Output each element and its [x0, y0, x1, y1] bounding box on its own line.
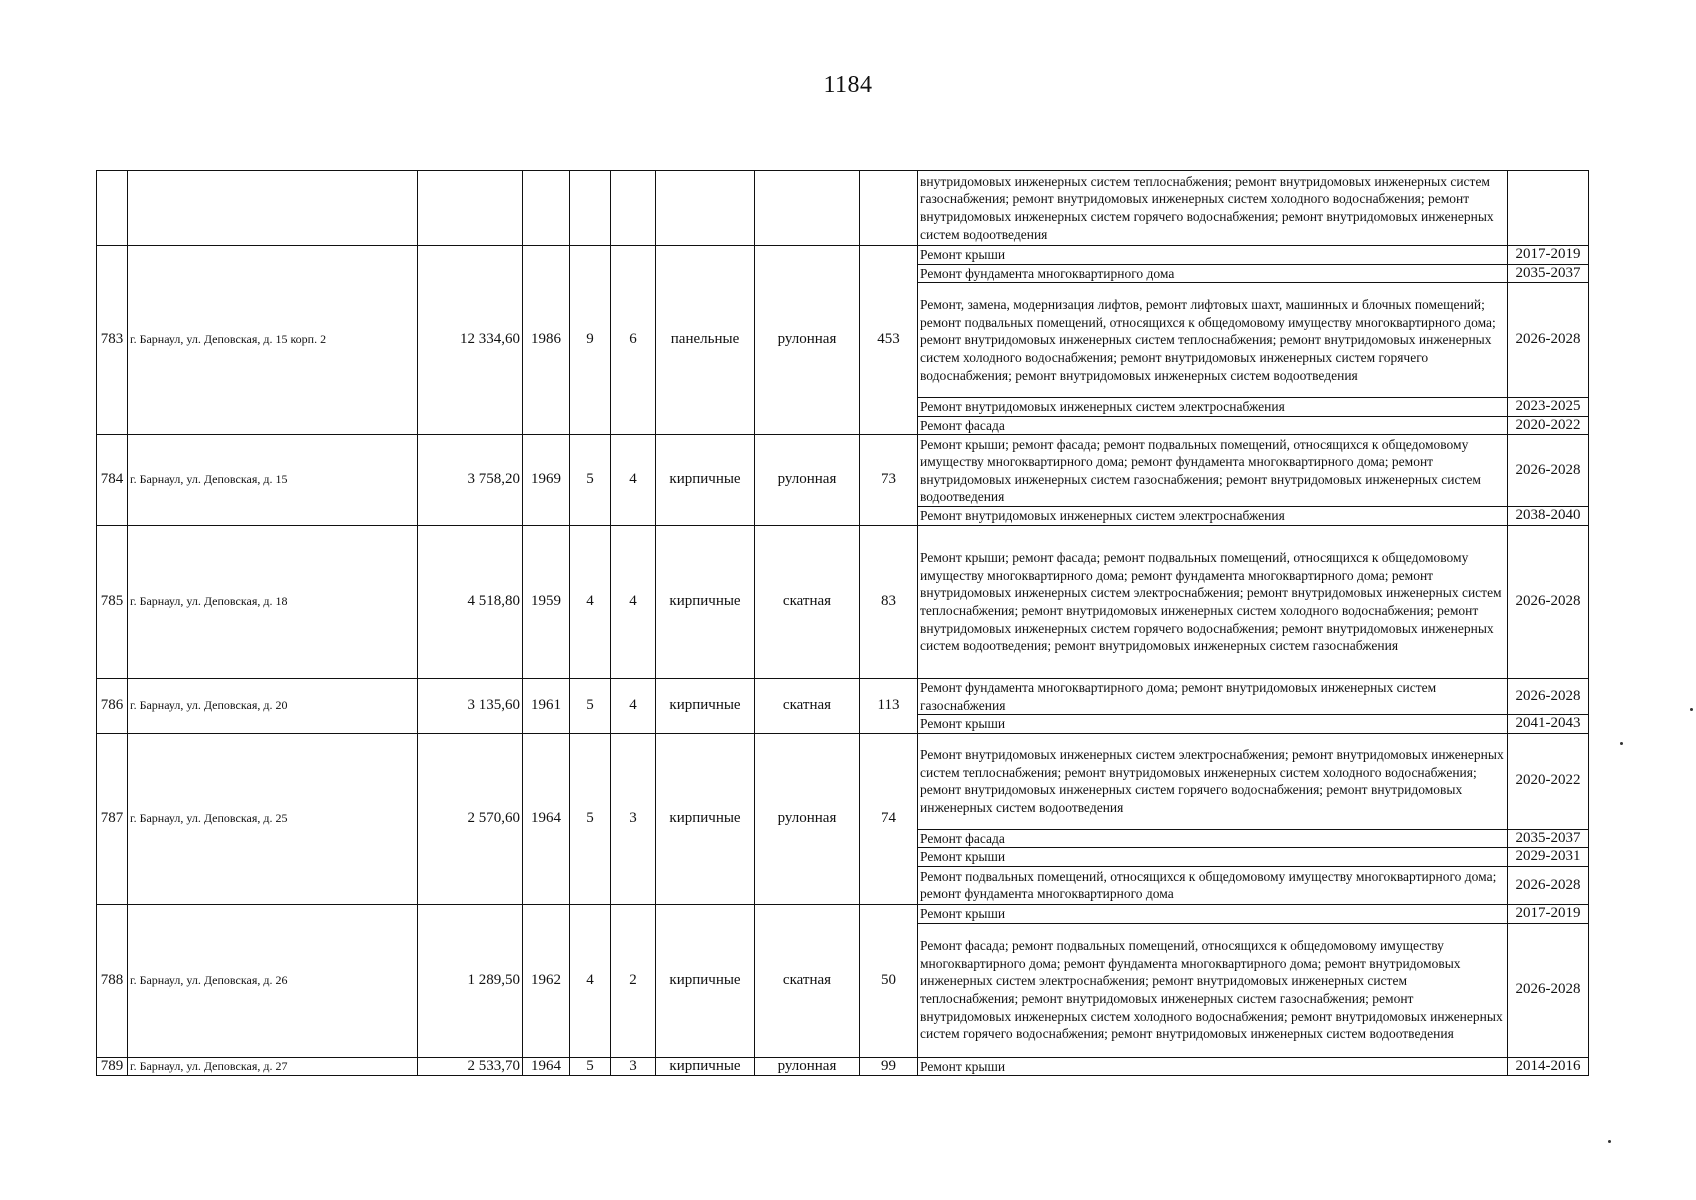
cell-work: Ремонт фундамента многоквартирного дома — [918, 264, 1508, 283]
cell-work: внутридомовых инженерных систем теплоснабжения; ремонт внутридомовых инженерных систем газоснабжения; ремонт внутридомовых инженерных систем холодного водоснабжения; ремонт внутридомовых инженерных систем горячего водоснабжения; ремонт внутридомовых инженерных систем водоотведения — [918, 171, 1508, 246]
cell-period: 2023-2025 — [1508, 398, 1589, 417]
cell-period: 2026-2028 — [1508, 525, 1589, 678]
continuation-row — [97, 171, 1589, 246]
cell-entrances: 2 — [611, 904, 656, 1057]
cell-number: 788 — [97, 904, 128, 1057]
cell-roof: скатная — [755, 904, 860, 1057]
cell-year: 1969 — [523, 435, 570, 526]
cell-year: 1962 — [523, 904, 570, 1057]
cell-flats: 453 — [860, 246, 918, 435]
cell-work: Ремонт крыши — [918, 715, 1508, 734]
cell-work: Ремонт крыши; ремонт фасада; ремонт подвальных помещений, относящихся к общедомовому имуществу многоквартирного дома; ремонт фундамента многоквартирного дома; ремонт внутридомовых инженерных систем газоснабжения; ремонт внутридомовых инженерных систем водоотведения — [918, 435, 1508, 507]
cell-walls: кирпичные — [656, 733, 755, 904]
cell-work: Ремонт крыши — [918, 246, 1508, 265]
cell-work: Ремонт крыши — [918, 848, 1508, 867]
cell-year: 1961 — [523, 678, 570, 733]
cell-address: г. Барнаул, ул. Деповская, д. 15 — [128, 435, 418, 526]
cell-period: 2038-2040 — [1508, 507, 1589, 526]
cell-period: 2014-2016 — [1508, 1057, 1589, 1076]
cell-number — [97, 171, 128, 246]
cell-flats: 83 — [860, 525, 918, 678]
cell-floors — [570, 171, 611, 246]
cell-number: 786 — [97, 678, 128, 733]
cell-address: г. Барнаул, ул. Деповская, д. 26 — [128, 904, 418, 1057]
cell-period: 2029-2031 — [1508, 848, 1589, 867]
cell-period: 2026-2028 — [1508, 678, 1589, 714]
table-row — [97, 246, 1589, 265]
cell-number: 785 — [97, 525, 128, 678]
cell-work: Ремонт подвальных помещений, относящихся к общедомовому имуществу многоквартирного дома; ремонт фундамента многоквартирного дома — [918, 866, 1508, 904]
cell-work: Ремонт крыши — [918, 904, 1508, 923]
cell-period: 2017-2019 — [1508, 904, 1589, 923]
cell-entrances: 4 — [611, 678, 656, 733]
cell-area: 4 518,80 — [418, 525, 523, 678]
cell-walls: кирпичные — [656, 435, 755, 526]
cell-walls: кирпичные — [656, 904, 755, 1057]
page-number: 1184 — [823, 72, 873, 98]
cell-work: Ремонт, замена, модернизация лифтов, ремонт лифтовых шахт, машинных и блочных помещений; ремонт подвальных помещений, относящихся к общедомовому имуществу многоквартирного дома; ремонт внутридомовых инженерных систем теплоснабжения; ремонт внутридомовых инженерных систем холодного водоснабжения; ремонт внутридомовых инженерных систем горячего водоснабжения; ремонт внутридомовых инженерных систем водоотведения — [918, 283, 1508, 398]
cell-address — [128, 171, 418, 246]
cell-flats — [860, 171, 918, 246]
cell-flats: 50 — [860, 904, 918, 1057]
cell-flats: 74 — [860, 733, 918, 904]
cell-work: Ремонт фасада — [918, 829, 1508, 848]
cell-work: Ремонт фасада — [918, 416, 1508, 435]
cell-year: 1964 — [523, 1057, 570, 1076]
cell-address: г. Барнаул, ул. Деповская, д. 20 — [128, 678, 418, 733]
cell-entrances: 4 — [611, 525, 656, 678]
cell-entrances: 6 — [611, 246, 656, 435]
cell-work: Ремонт внутридомовых инженерных систем электроснабжения; ремонт внутридомовых инженерных систем теплоснабжения; ремонт внутридомовых инженерных систем холодного водоснабжения; ремонт внутридомовых инженерных систем горячего водоснабжения; ремонт внутридомовых инженерных систем водоотведения — [918, 733, 1508, 829]
cell-year: 1986 — [523, 246, 570, 435]
cell-year: 1959 — [523, 525, 570, 678]
cell-roof: рулонная — [755, 435, 860, 526]
cell-area: 3 758,20 — [418, 435, 523, 526]
cell-work: Ремонт фундамента многоквартирного дома; ремонт внутридомовых инженерных систем газоснабжения — [918, 678, 1508, 714]
cell-period: 2017-2019 — [1508, 246, 1589, 265]
cell-number: 789 — [97, 1057, 128, 1076]
cell-walls: панельные — [656, 246, 755, 435]
cell-work: Ремонт крыши; ремонт фасада; ремонт подвальных помещений, относящихся к общедомовому имуществу многоквартирного дома; ремонт фундамента многоквартирного дома; ремонт внутридомовых инженерных систем электроснабжения; ремонт внутридомовых инженерных систем теплоснабжения; ремонт внутридомовых инженерных систем холодного водоснабжения; ремонт внутридомовых инженерных систем горячего водоснабжения; ремонт внутридомовых инженерных систем водоотведения; ремонт внутридомовых инженерных систем газоснабжения — [918, 525, 1508, 678]
cell-period: 2026-2028 — [1508, 283, 1589, 398]
cell-floors: 5 — [570, 435, 611, 526]
scan-speck — [1608, 1140, 1611, 1143]
cell-area — [418, 171, 523, 246]
table-row — [97, 1057, 1589, 1076]
cell-work: Ремонт внутридомовых инженерных систем электроснабжения — [918, 507, 1508, 526]
cell-walls: кирпичные — [656, 678, 755, 733]
cell-work: Ремонт внутридомовых инженерных систем электроснабжения — [918, 398, 1508, 417]
scan-speck — [1620, 742, 1623, 745]
table-row — [97, 525, 1589, 678]
cell-floors: 5 — [570, 1057, 611, 1076]
cell-period: 2035-2037 — [1508, 829, 1589, 848]
cell-period: 2020-2022 — [1508, 733, 1589, 829]
cell-year: 1964 — [523, 733, 570, 904]
cell-entrances: 3 — [611, 733, 656, 904]
cell-roof: рулонная — [755, 733, 860, 904]
cell-area: 12 334,60 — [418, 246, 523, 435]
cell-roof: рулонная — [755, 1057, 860, 1076]
cell-area: 1 289,50 — [418, 904, 523, 1057]
cell-number: 784 — [97, 435, 128, 526]
cell-area: 3 135,60 — [418, 678, 523, 733]
cell-walls: кирпичные — [656, 525, 755, 678]
table-row — [97, 904, 1589, 923]
table-row — [97, 733, 1589, 829]
buildings-table — [96, 170, 1589, 1076]
cell-period: 2035-2037 — [1508, 264, 1589, 283]
cell-period: 2026-2028 — [1508, 435, 1589, 507]
cell-address: г. Барнаул, ул. Деповская, д. 25 — [128, 733, 418, 904]
cell-period: 2026-2028 — [1508, 923, 1589, 1057]
scan-speck — [1690, 708, 1693, 711]
cell-entrances: 3 — [611, 1057, 656, 1076]
cell-period: 2026-2028 — [1508, 866, 1589, 904]
table-body — [97, 171, 1589, 1076]
cell-number: 787 — [97, 733, 128, 904]
cell-address: г. Барнаул, ул. Деповская, д. 18 — [128, 525, 418, 678]
cell-floors: 9 — [570, 246, 611, 435]
table-row — [97, 678, 1589, 714]
cell-address: г. Барнаул, ул. Деповская, д. 15 корп. 2 — [128, 246, 418, 435]
cell-work: Ремонт крыши — [918, 1057, 1508, 1076]
cell-period — [1508, 171, 1589, 246]
cell-period: 2041-2043 — [1508, 715, 1589, 734]
cell-number: 783 — [97, 246, 128, 435]
cell-roof: скатная — [755, 678, 860, 733]
table-row — [97, 435, 1589, 507]
cell-roof: скатная — [755, 525, 860, 678]
cell-floors: 5 — [570, 678, 611, 733]
cell-flats: 113 — [860, 678, 918, 733]
cell-floors: 4 — [570, 525, 611, 678]
cell-floors: 5 — [570, 733, 611, 904]
cell-period: 2020-2022 — [1508, 416, 1589, 435]
cell-roof — [755, 171, 860, 246]
cell-entrances: 4 — [611, 435, 656, 526]
cell-walls — [656, 171, 755, 246]
cell-flats: 99 — [860, 1057, 918, 1076]
cell-area: 2 570,60 — [418, 733, 523, 904]
cell-area: 2 533,70 — [418, 1057, 523, 1076]
cell-walls: кирпичные — [656, 1057, 755, 1076]
cell-address: г. Барнаул, ул. Деповская, д. 27 — [128, 1057, 418, 1076]
cell-entrances — [611, 171, 656, 246]
cell-year — [523, 171, 570, 246]
cell-flats: 73 — [860, 435, 918, 526]
cell-roof: рулонная — [755, 246, 860, 435]
cell-work: Ремонт фасада; ремонт подвальных помещений, относящихся к общедомовому имуществу многоквартирного дома; ремонт фундамента многоквартирного дома; ремонт внутридомовых инженерных систем электроснабжения; ремонт внутридомовых инженерных систем теплоснабжения; ремонт внутридомовых инженерных систем газоснабжения; ремонт внутридомовых инженерных систем холодного водоснабжения; ремонт внутридомовых инженерных систем горячего водоснабжения; ремонт внутридомовых инженерных систем водоотведения — [918, 923, 1508, 1057]
cell-floors: 4 — [570, 904, 611, 1057]
